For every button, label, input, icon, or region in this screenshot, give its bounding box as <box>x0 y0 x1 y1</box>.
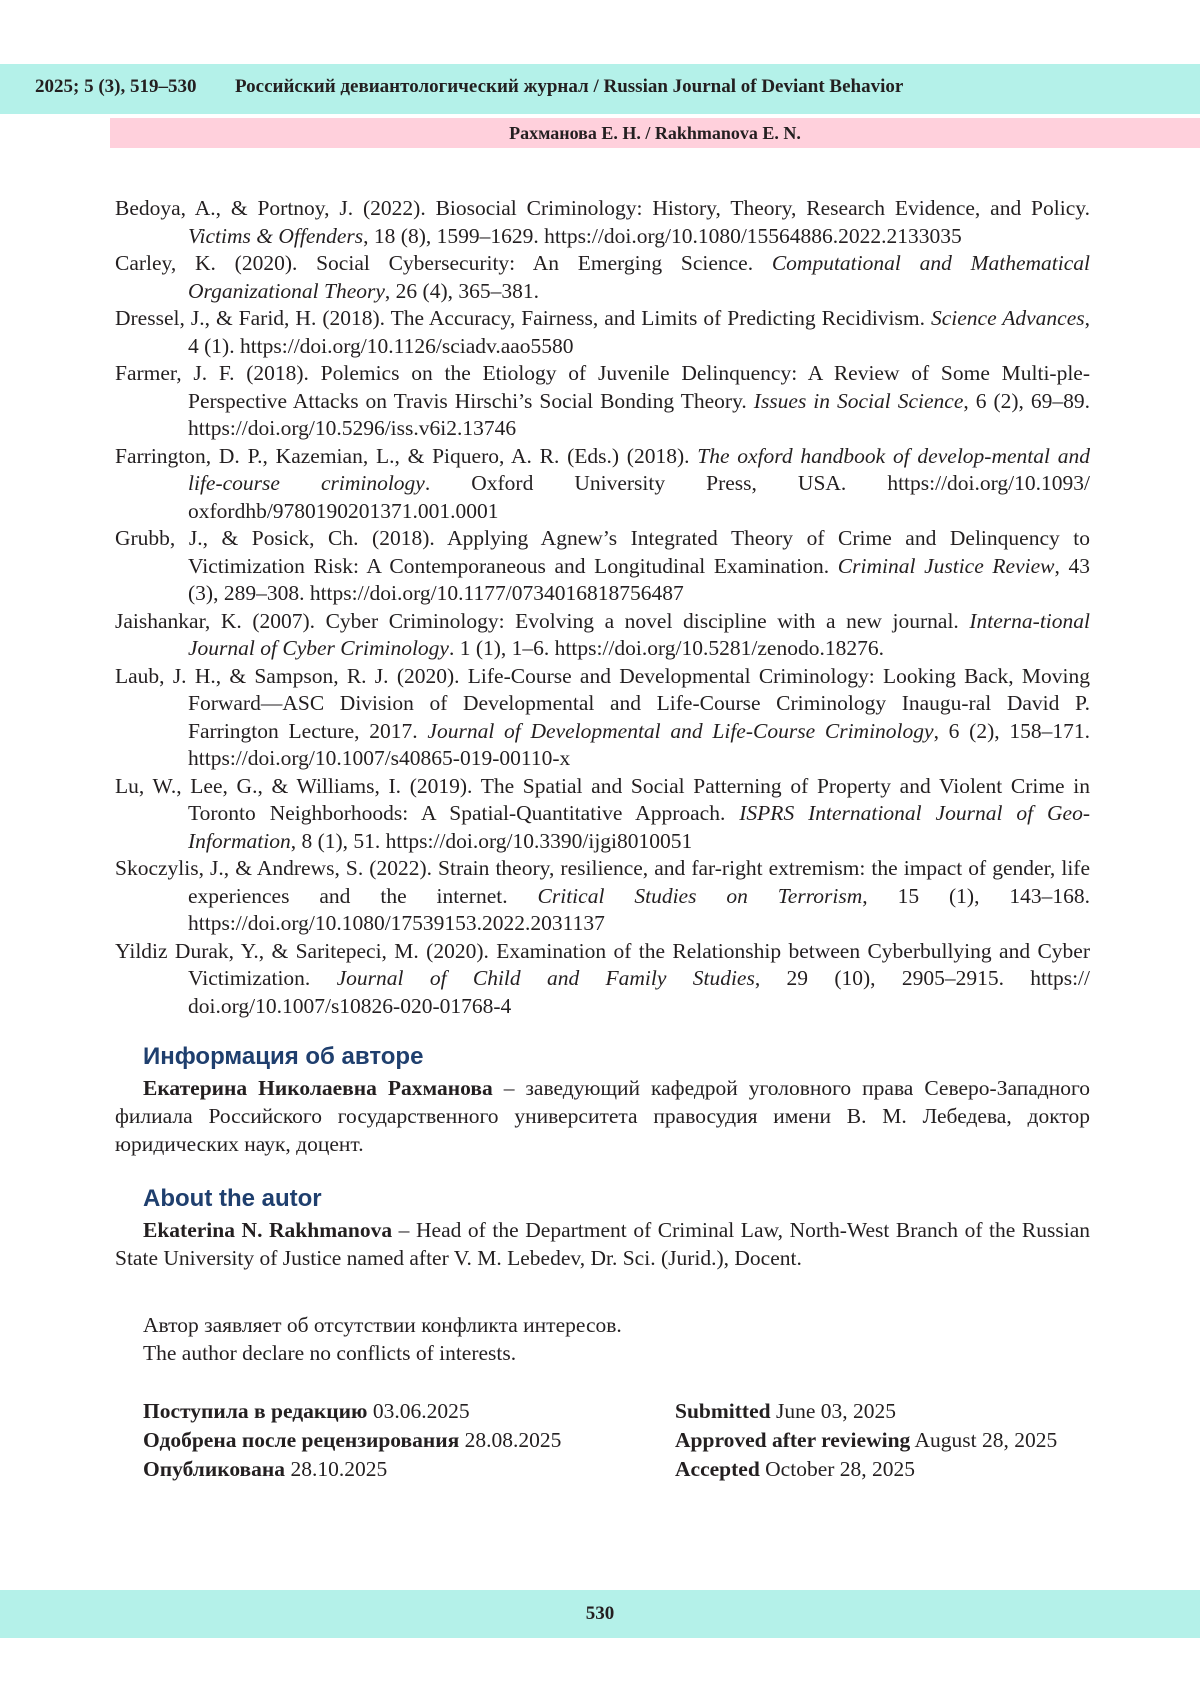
reference-item: Skoczylis, J., & Andrews, S. (2022). Strain theory, resilience, and far-right extremism: the impact of gender, life experiences and the internet. Critical Studies on Terrorism, 15 (1), 143–168. https://doi.org/10.1080/17539153.2022.2031137 <box>115 856 1090 935</box>
author-name-en: Ekaterina N. Rakhmanova <box>143 1218 393 1242</box>
author-info-en-heading: About the autor <box>143 1185 322 1212</box>
running-author: Рахманова Е. Н. / Rakhmanova E. N. <box>110 118 1200 148</box>
date-row: Approved after reviewing August 28, 2025 <box>675 1428 1058 1452</box>
dates-ru <box>143 1397 561 1484</box>
reference-list <box>115 195 1090 1020</box>
reference-item: Carley, K. (2020). Social Cybersecurity: An Emerging Science. Computational and Mathematical Organizational Theory, 26 (4), 365–381. <box>115 251 1090 303</box>
author-info-ru-heading: Информация об авторе <box>143 1043 424 1070</box>
issue-info: 2025; 5 (3), 519–530 <box>35 76 197 97</box>
reference-item: Laub, J. H., & Sampson, R. J. (2020). Life-Course and Developmental Criminology: Looking Back, Moving Forward—ASC Division of Developmental and Life-Course Criminology Inaugu-ral David P. Farrington Lecture, 2017. Journal of Developmental and Life-Course Criminology, 6 (2), 158–171. https://doi.org/10.1007/s40865-019-00110-x <box>115 663 1090 770</box>
reference-item: Yildiz Durak, Y., & Saritepeci, M. (2020). Examination of the Relationship between Cyberbullying and Cyber Victimization. Journal of Child and Family Studies, 29 (10), 2905–2915. https:// doi.org/10.1007/s10826-020-01768-4 <box>115 938 1090 1018</box>
author-name-ru: Екатерина Николаевна Рахманова <box>143 1076 493 1100</box>
conflict-statement: Автор заявляет об отсутствии конфликта интересов. The author declare no conflicts of interests. <box>143 1313 622 1365</box>
date-row: Accepted October 28, 2025 <box>675 1457 916 1481</box>
date-row: Submitted June 03, 2025 <box>675 1399 896 1423</box>
reference-item: Grubb, J., & Posick, Ch. (2018). Applying Agnew’s Integrated Theory of Crime and Delinquency to Victimization Risk: A Contemporaneous and Longitudinal Examination. Criminal Justice Review, 43 (3), 289–308. https://doi.org/10.1177/0734016818756487 <box>115 526 1091 605</box>
journal-header <box>35 76 903 98</box>
date-row: Поступила в редакцию 03.06.2025 <box>143 1399 470 1423</box>
page-number: 530 <box>0 1590 1200 1638</box>
reference-item: Jaishankar, K. (2007). Cyber Criminology: Evolving a novel discipline with a new journal. Interna-tional Journal of Cyber Criminology. 1 (1), 1–6. https://doi.org/10.5281/zenodo.18276. <box>115 608 1090 660</box>
reference-item: Lu, W., Lee, G., & Williams, I. (2019). The Spatial and Social Patterning of Property and Violent Crime in Toronto Neighborhoods: A Spatial-Quantitative Approach. ISPRS International Journal of Geo-Information, 8 (1), 51. https://doi.org/10.3390/ijgi8010051 <box>115 773 1090 853</box>
author-info-en: Ekaterina N. Rakhmanova – Head of the Department of Criminal Law, North-West Branch of the Russian State University of Justice named after V. M. Lebedev, Dr. Sci. (Jurid.), Docent. <box>115 1218 1090 1270</box>
date-row: Одобрена после рецензирования 28.08.2025 <box>143 1428 562 1452</box>
date-row: Опубликована 28.10.2025 <box>143 1457 388 1481</box>
reference-item: Farrington, D. P., Kazemian, L., & Piquero, A. R. (Eds.) (2018). The oxford handbook of develop-mental and life-course criminology. Oxford University Press, USA. https://doi.org/10.1093/ oxfordhb/9780190201371.001.0001 <box>115 443 1090 523</box>
journal-title: Российский девиантологический журнал / Russian Journal of Deviant Behavior <box>235 76 904 97</box>
reference-item: Dressel, J., & Farid, H. (2018). The Accuracy, Fairness, and Limits of Predicting Recidivism. Science Advances, 4 (1). https://doi.org/10.1126/sciadv.aao5580 <box>115 306 1090 358</box>
author-info-ru: Екатерина Николаевна Рахманова – заведующий кафедрой уголовного права Северо-Западного филиала Российского государственного университета правосудия имени В. М. Лебедева, доктор юридических наук, доцент. <box>115 1076 1090 1156</box>
reference-item: Bedoya, A., & Portnoy, J. (2022). Biosocial Criminology: History, Theory, Research Evidence, and Policy. Victims & Offenders, 18 (8), 1599–1629. https://doi.org/10.1080/15564886.2022.2133035 <box>115 196 1090 248</box>
dates-en <box>675 1397 1057 1484</box>
reference-item: Farmer, J. F. (2018). Polemics on the Etiology of Juvenile Delinquency: A Review of Some Multi-ple-Perspective Attacks on Travis Hirschi’s Social Bonding Theory. Issues in Social Science, 6 (2), 69–89. https://doi.org/10.5296/iss.v6i2.13746 <box>115 361 1090 440</box>
